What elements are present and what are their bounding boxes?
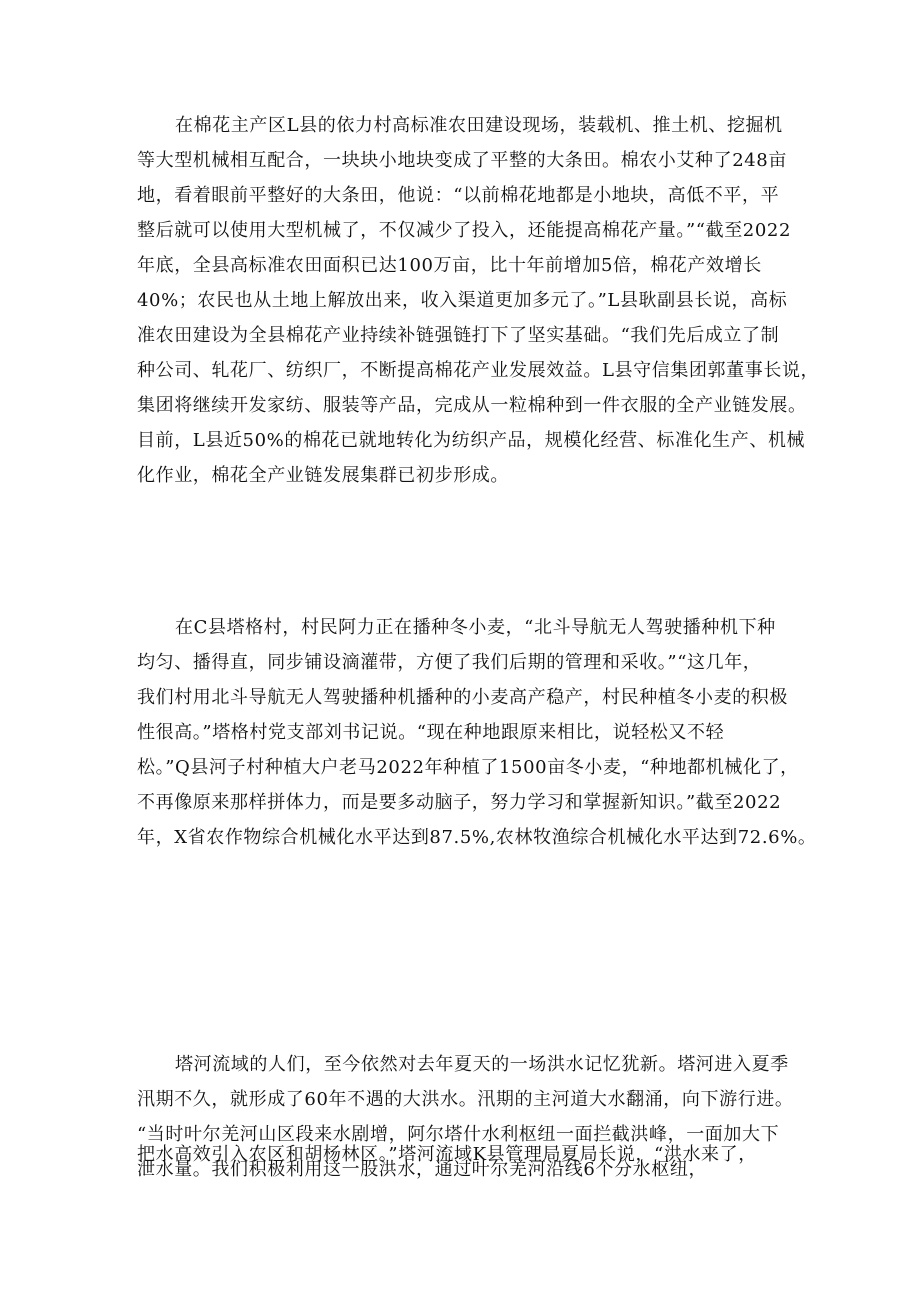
- text-line: 40%；农民也从土地上解放出来，收入渠道更加多元了。”L县耿副县长说，高标: [137, 290, 788, 311]
- text-line: 在C县塔格村，村民阿力正在播种冬小麦，“北斗导航无人驾驶播种机下种: [175, 617, 776, 638]
- text-line: 目前，L县近50%的棉花已就地转化为纺织产品，规模化经营、标准化生产、机械: [137, 430, 806, 451]
- paragraph-tarim-flood-continued: [137, 1137, 797, 1172]
- text-line: 松。”Q县河子村种植大户老马2022年种植了1500亩冬小麦，“种地都机械化了，: [137, 757, 799, 778]
- text-line: 种公司、轧花厂、纺织厂，不断提高棉花产业发展效益。L县守信集团郭董事长说，: [137, 360, 820, 381]
- text-line: 集团将继续开发家纺、服装等产品，完成从一粒棉种到一件衣服的全产业链发展。: [137, 395, 807, 416]
- text-line: 等大型机械相互配合，一块块小地块变成了平整的大条田。棉农小艾种了248亩: [137, 150, 787, 171]
- text-line: 性很高。”塔格村党支部刘书记说。“现在种地跟原来相比，说轻松又不轻: [137, 722, 725, 743]
- text-line: 不再像原来那样拼体力，而是要多动脑子，努力学习和掌握新知识。”截至2022: [137, 792, 782, 813]
- text-line: 地，看着眼前平整好的大条田，他说：“以前棉花地都是小地块，高低不平，平: [137, 185, 780, 206]
- text-line: 均匀、播得直，同步铺设滴灌带，方便了我们后期的管理和采收。”“这几年，: [137, 652, 762, 673]
- text-line: 年，X省农作物综合机械化水平达到87.5%,农林牧渔综合机械化水平达到72.6%。: [137, 827, 817, 848]
- text-line: 年底，全县高标准农田面积已达100万亩，比十年前增加5倍，棉花产效增长: [137, 255, 762, 276]
- text-line: 整后就可以使用大型机械了，不仅减少了投入，还能提高棉花产量。”“截至2022: [137, 220, 792, 241]
- text-line: 准农田建设为全县棉花产业持续补链强链打下了坚实基础。“我们先后成立了制: [137, 325, 780, 346]
- text-line: 把水高效引入农区和胡杨林区。”塔河流域K县管理局夏局长说，“洪水来了，: [137, 1144, 757, 1165]
- text-line: 泄水量。我们积极利用这一股洪水，通过叶尔羌河沿线6个分水枢纽，: [137, 1159, 708, 1180]
- text-line: 化作业，棉花全产业链发展集群已初步形成。: [137, 465, 509, 486]
- paragraph-wheat-c-county: [137, 610, 817, 855]
- text-line: 塔河流域的人们，至今依然对去年夏天的一场洪水记忆犹新。塔河进入夏季: [175, 1054, 789, 1075]
- text-line: 在棉花主产区L县的依力村高标准农田建设现场，装载机、推土机、挖掘机: [175, 115, 783, 136]
- text-line: 汛期不久，就形成了60年不遇的大洪水。汛期的主河道大水翻涌，向下游行进。: [137, 1089, 794, 1110]
- paragraph-cotton-l-county: [137, 108, 820, 493]
- text-line: 我们村用北斗导航无人驾驶播种机播种的小麦高产稳产，村民种植冬小麦的积极: [137, 687, 788, 708]
- text-line: “当时叶尔羌河山区段来水剧增，阿尔塔什水利枢纽一面拦截洪峰，一面加大下: [137, 1124, 780, 1145]
